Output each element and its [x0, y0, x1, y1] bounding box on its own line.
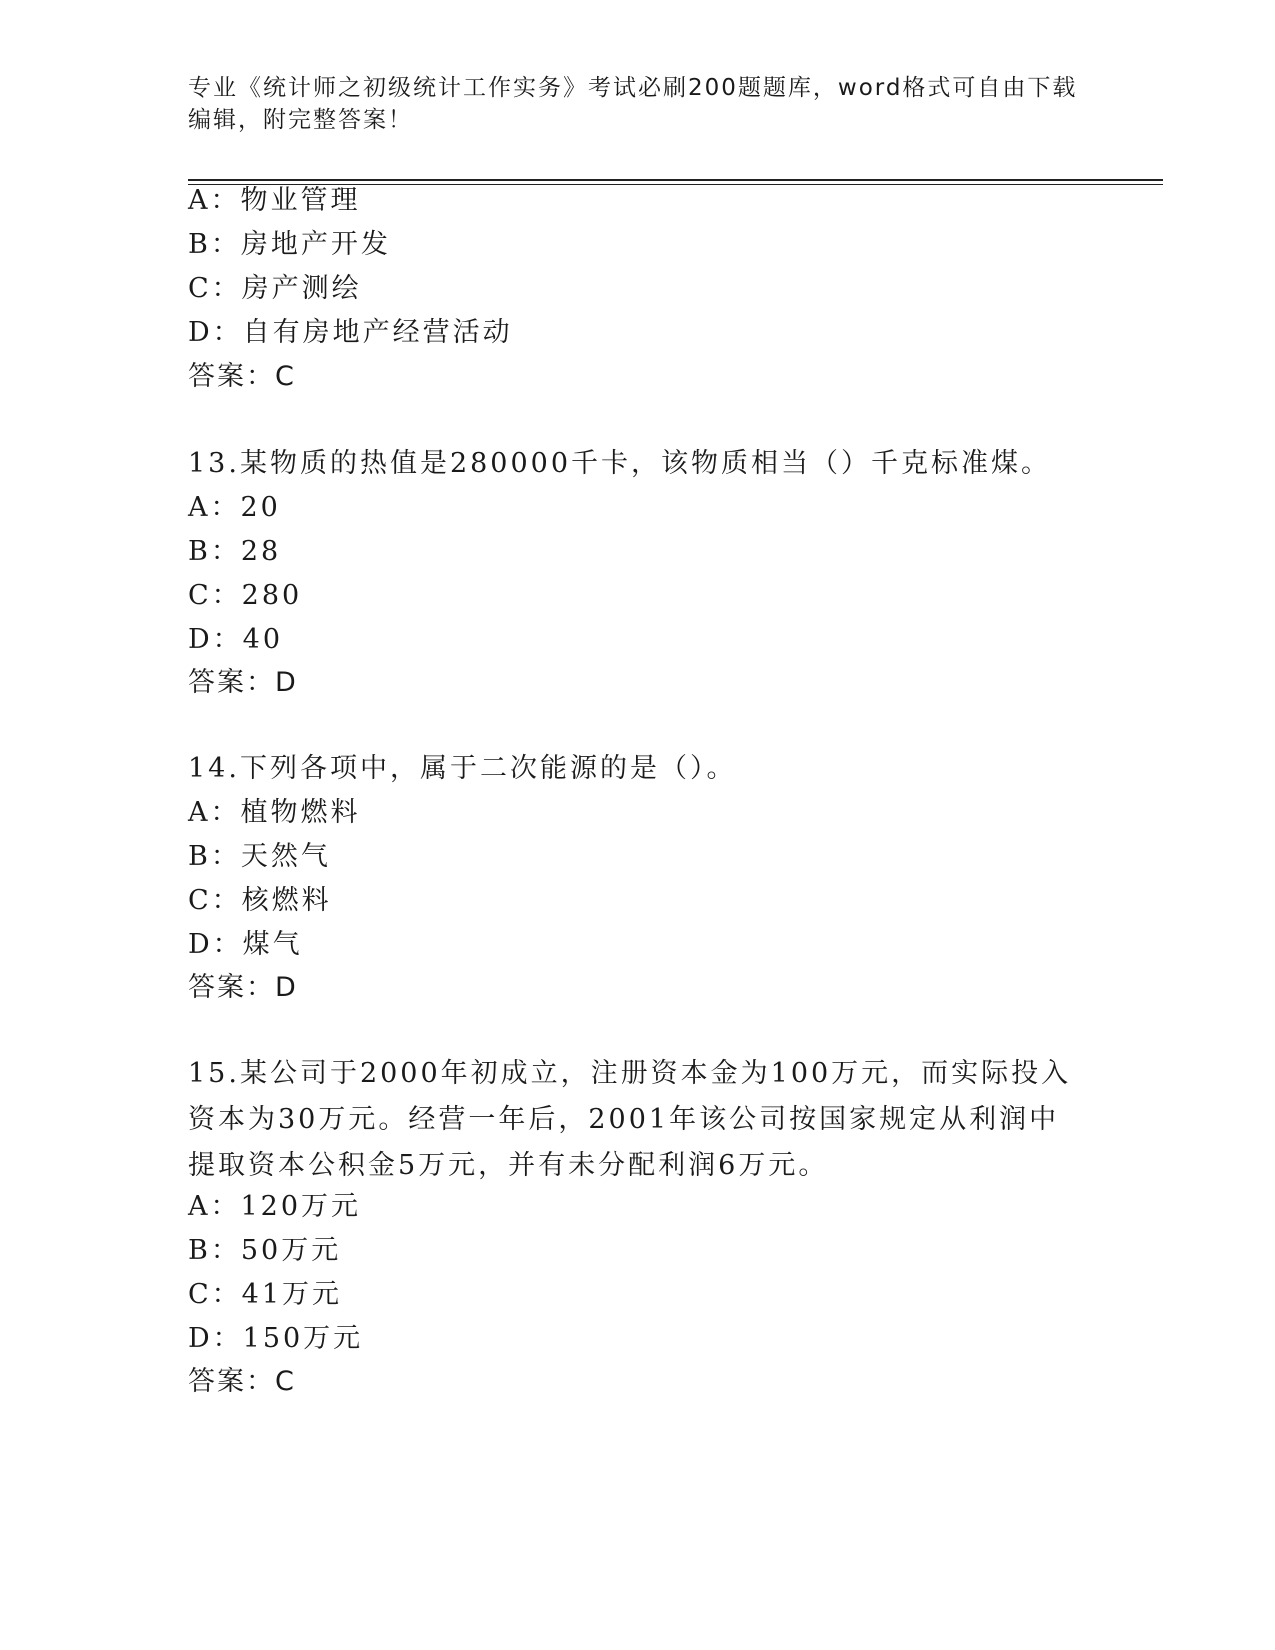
q12-option-c: C：房产测绘: [188, 273, 362, 304]
q12-option-a: A：物业管理: [188, 185, 361, 216]
q14-stem: 14.下列各项中，属于二次能源的是（）。: [188, 753, 737, 784]
q15-option-a: A：120万元: [188, 1191, 362, 1222]
q15-stem: 15.某公司于2000年初成立，注册资本金为100万元，而实际投入资本为30万元。经营一年后，2001年该公司按国家规定从利润中提取资本公积金5万元，并有未分配利润6万元。: [188, 1058, 1072, 1181]
q14-option-d: D：煤气: [188, 929, 303, 960]
q13-option-b: B：28: [188, 536, 282, 567]
header-divider-thick: [188, 179, 1163, 181]
q12-option-d: D：自有房地产经营活动: [188, 317, 513, 348]
q15-option-c: C：41万元: [188, 1279, 343, 1310]
q14-answer: 答案：D: [188, 972, 298, 1003]
document-header: 专业《统计师之初级统计工作实务》考试必刷200题题库，word格式可自由下载编辑，附完整答案！: [188, 75, 1078, 133]
q15-answer: 答案：C: [188, 1366, 296, 1397]
q14-option-c: C：核燃料: [188, 885, 332, 916]
q14-option-a: A：植物燃料: [188, 797, 361, 828]
q15-option-b: B：50万元: [188, 1235, 342, 1266]
q14-option-b: B：天然气: [188, 841, 331, 872]
q13-option-a: A：20: [188, 492, 281, 523]
q13-answer: 答案：D: [188, 667, 298, 698]
q13-stem: 13.某物质的热值是280000千卡，该物质相当（）千克标准煤。: [188, 448, 1052, 479]
q15-option-d: D：150万元: [188, 1323, 364, 1354]
q12-option-b: B：房地产开发: [188, 229, 391, 260]
q12-answer: 答案：C: [188, 361, 296, 392]
q13-option-d: D：40: [188, 624, 284, 655]
q13-option-c: C：280: [188, 580, 303, 611]
